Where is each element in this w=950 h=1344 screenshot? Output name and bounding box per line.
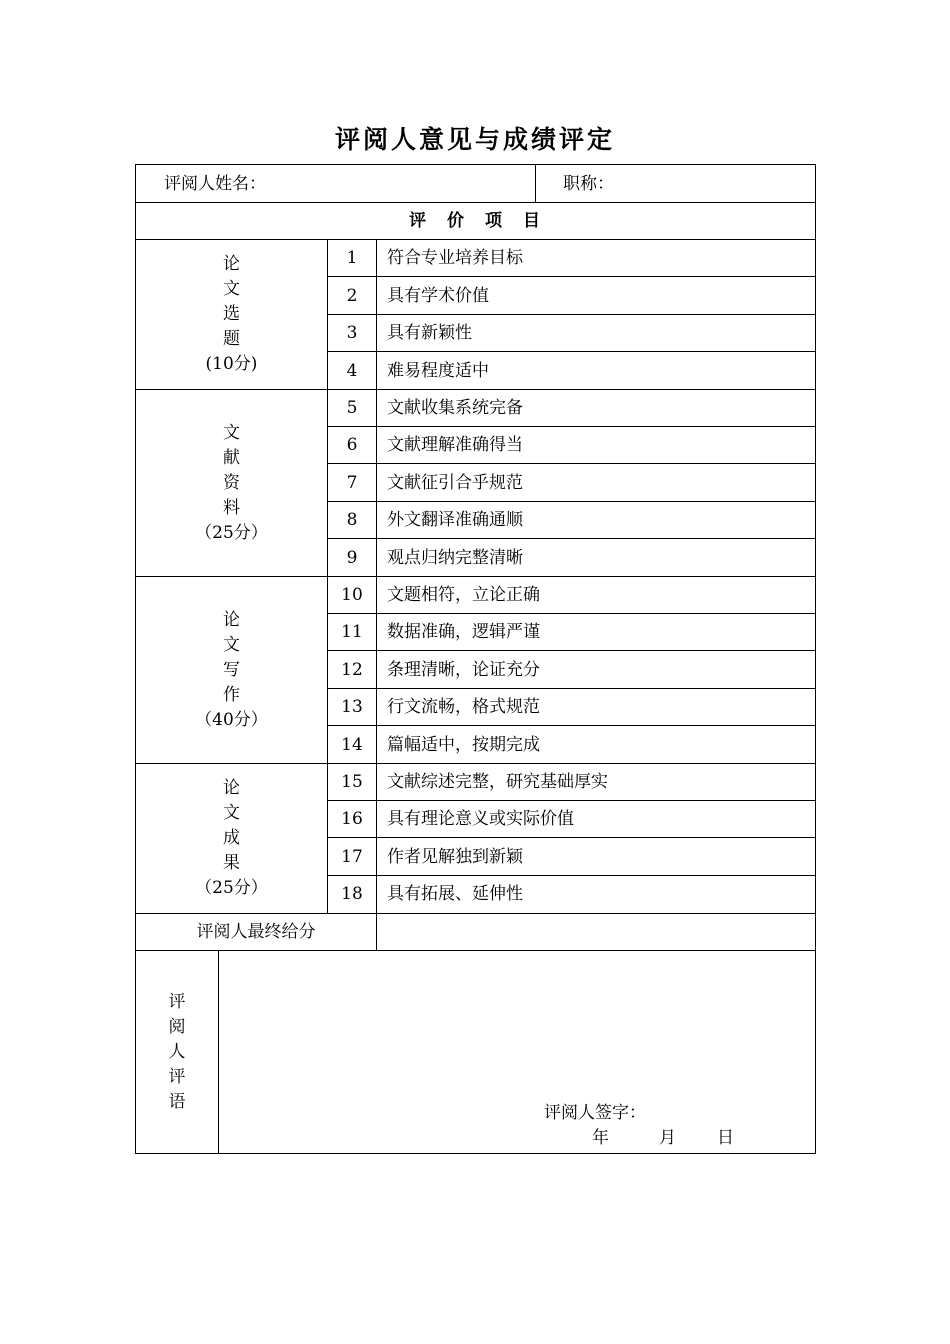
item-number: 18 xyxy=(341,884,363,904)
group-char: 文 xyxy=(223,279,240,299)
group-writing xyxy=(136,577,327,764)
group-literature xyxy=(136,390,327,576)
item-text: 具有理论意义或实际价值 xyxy=(387,809,574,829)
group-score: （25分） xyxy=(195,522,268,543)
item-text: 条理清晰，论证充分 xyxy=(387,659,540,680)
group-score: (10分) xyxy=(205,354,258,374)
date-year: 年 xyxy=(592,1127,609,1148)
group-results xyxy=(136,764,327,913)
group-char: 选 xyxy=(223,304,240,324)
item-text: 行文流畅，格式规范 xyxy=(387,697,540,717)
item-number: 13 xyxy=(341,697,363,717)
item-number: 8 xyxy=(346,510,358,530)
item-text: 文献理解准确得当 xyxy=(387,435,523,455)
item-number: 16 xyxy=(341,809,363,829)
group-char: 资 xyxy=(223,472,240,493)
item-number: 6 xyxy=(346,435,358,455)
date-month: 月 xyxy=(659,1127,676,1148)
item-number: 7 xyxy=(346,472,358,493)
item-number: 17 xyxy=(341,846,363,867)
item-number: 15 xyxy=(341,772,363,792)
item-number: 5 xyxy=(346,398,358,418)
group-score: （40分） xyxy=(195,710,268,730)
item-text: 具有学术价值 xyxy=(387,285,489,306)
comments-label: 评 阅 人 评 语 xyxy=(168,991,186,1112)
final-score-field[interactable] xyxy=(377,914,815,950)
item-number: 2 xyxy=(346,285,358,306)
section-header: 评 价 项 目 xyxy=(409,211,542,231)
group-topic-selection xyxy=(136,240,327,389)
group-char: 作 xyxy=(223,685,240,705)
group-char: 论 xyxy=(223,778,240,798)
group-char: 成 xyxy=(223,828,240,848)
item-number: 4 xyxy=(346,360,358,381)
item-text: 符合专业培养目标 xyxy=(387,248,523,268)
item-text: 数据准确，逻辑严谨 xyxy=(387,622,540,642)
item-number: 14 xyxy=(341,734,363,755)
group-char: 料 xyxy=(223,497,240,518)
item-text: 具有新颖性 xyxy=(387,323,472,343)
item-text: 文献收集系统完备 xyxy=(387,398,523,418)
item-text: 篇幅适中，按期完成 xyxy=(387,734,540,755)
item-number: 1 xyxy=(346,248,358,268)
item-text: 观点归纳完整清晰 xyxy=(387,547,523,568)
reviewer-name-label: 评阅人姓名： xyxy=(164,173,266,194)
date-day: 日 xyxy=(717,1127,734,1148)
group-char: 果 xyxy=(223,853,240,873)
page-title: 评阅人意见与成绩评定 xyxy=(334,125,615,154)
reviewer-title-label: 职称： xyxy=(563,173,614,194)
item-number: 12 xyxy=(341,659,363,680)
item-text: 文献征引合乎规范 xyxy=(387,472,523,493)
group-char: 文 xyxy=(223,635,240,655)
item-text: 文题相符，立论正确 xyxy=(387,585,540,605)
item-number: 9 xyxy=(346,547,358,568)
item-text: 外文翻译准确通顺 xyxy=(387,510,523,530)
item-text: 具有拓展、延伸性 xyxy=(387,884,523,904)
item-number: 10 xyxy=(341,585,363,605)
group-char: 论 xyxy=(223,254,240,274)
item-number: 3 xyxy=(346,323,358,343)
item-text: 作者见解独到新颖 xyxy=(387,846,523,867)
group-score: （25分） xyxy=(195,878,268,898)
item-text: 难易程度适中 xyxy=(387,360,489,381)
item-text: 文献综述完整，研究基础厚实 xyxy=(387,772,608,792)
item-number: 11 xyxy=(341,622,363,642)
group-char: 论 xyxy=(223,610,240,630)
signature-label: 评阅人签字： xyxy=(544,1102,646,1123)
group-char: 文 xyxy=(223,422,240,443)
group-char: 献 xyxy=(223,447,240,468)
group-char: 题 xyxy=(223,329,240,349)
group-char: 写 xyxy=(223,660,240,680)
group-char: 文 xyxy=(223,803,240,823)
final-score-label: 评阅人最终给分 xyxy=(196,921,316,942)
